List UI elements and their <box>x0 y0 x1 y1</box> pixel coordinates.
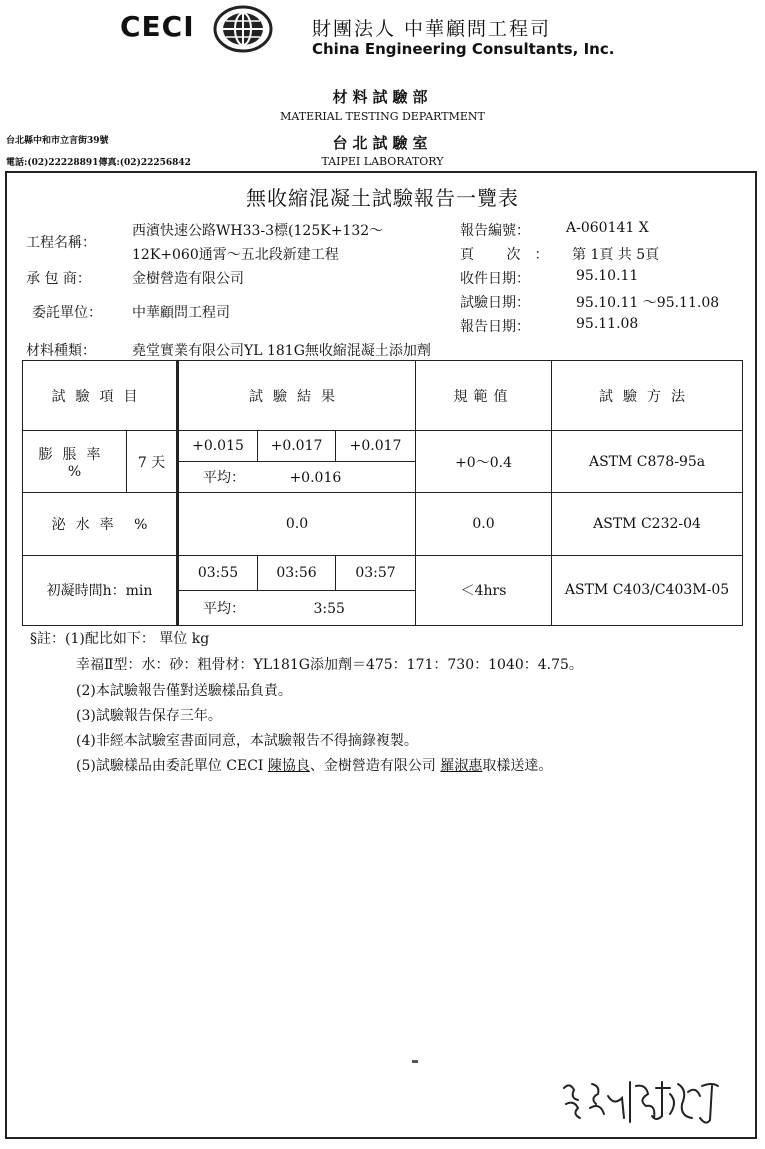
project-name-line2: 12K+060通霄～五北段新建工程 <box>132 247 339 263</box>
table-header-row <box>23 361 743 431</box>
phone-fax: 電話:(02)22228891傳真:(02)22256842 <box>6 158 191 168</box>
report-no-label: 報告編號： <box>460 223 530 239</box>
project-name-line1: 西濱快速公路WH33-3標(125K+132～ <box>132 223 384 239</box>
note-5-part-a: (5)試驗樣品由委託單位 CECI <box>76 758 268 774</box>
org-name-en: China Engineering Consultants, Inc. <box>312 40 615 58</box>
setting-average-label: 平均： <box>203 600 245 617</box>
project-label: 工程名稱： <box>26 235 96 251</box>
expansion-unit: % <box>67 463 82 480</box>
address: 台北縣中和市立言街39號 <box>6 136 109 146</box>
report-date: 95.11.08 <box>576 316 639 332</box>
received-date-label: 收件日期： <box>460 271 530 287</box>
note-5-sampler-1: 陳協良 <box>267 758 310 774</box>
contractor-name: 金樹營造有限公司 <box>132 271 244 287</box>
client-name: 中華顧問工程司 <box>132 305 230 321</box>
note-1-mix: 幸福Ⅱ型：水：砂：粗骨材：YL181G添加劑＝475：171：730：1040：4.75。 <box>76 657 583 673</box>
setting-spec: ＜4hrs <box>416 555 552 625</box>
header-test-result: 試驗結果 <box>178 361 416 431</box>
note-5-part-e: 取樣送達。 <box>482 758 553 774</box>
setting-result-3: 03:57 <box>336 555 416 590</box>
expansion-average-cell <box>178 462 416 493</box>
results-table <box>22 360 743 626</box>
department-en: MATERIAL TESTING DEPARTMENT <box>280 110 485 123</box>
bleeding-unit: % <box>134 517 148 534</box>
expansion-result-2: +0.017 <box>258 431 336 462</box>
setting-average-value: 3:55 <box>313 600 345 617</box>
expansion-item-cell <box>23 431 127 493</box>
header-test-item: 試驗項目 <box>23 361 178 431</box>
note-2: (2)本試驗報告僅對送驗樣品負責。 <box>76 683 292 699</box>
received-date: 95.10.11 <box>576 268 639 284</box>
expansion-result-1: +0.015 <box>178 431 258 462</box>
setting-result-1: 03:55 <box>178 555 258 590</box>
scan-speck <box>412 1060 418 1063</box>
setting-method: ASTM C403/C403M-05 <box>552 555 743 625</box>
test-date-label: 試驗日期： <box>460 295 530 311</box>
report-date-label: 報告日期： <box>460 319 530 335</box>
table-row <box>23 431 743 462</box>
material-label: 材料種類： <box>26 343 96 359</box>
notes-prefix: §註： <box>30 631 65 647</box>
bleeding-item-label: 泌水率 <box>51 517 124 534</box>
signature-stamp <box>560 1074 730 1128</box>
test-date: 95.10.11 ～95.11.08 <box>576 295 720 311</box>
note-5-part-c: 、金樹營造有限公司 <box>309 758 441 774</box>
client-label: 委託單位： <box>32 305 102 321</box>
notes-line-1 <box>30 628 209 648</box>
expansion-average-value: +0.016 <box>289 470 342 487</box>
org-name-cn: 財團法人 中華顧問工程司 <box>312 18 552 40</box>
expansion-result-3: +0.017 <box>336 431 416 462</box>
ceci-globe-logo <box>212 4 274 54</box>
contractor-label: 承 包 商： <box>26 271 91 287</box>
material-name: 堯堂實業有限公司YL 181G無收縮混凝土添加劑 <box>132 343 431 359</box>
expansion-spec: +0～0.4 <box>416 431 552 493</box>
note-3: (3)試驗報告保存三年。 <box>76 708 222 724</box>
report-no: A-060141 X <box>566 220 649 236</box>
bleeding-result: 0.0 <box>178 493 416 555</box>
laboratory-cn: 台北試驗室 <box>332 134 433 152</box>
bleeding-spec: 0.0 <box>416 493 552 555</box>
logo-text: CECI <box>120 10 195 43</box>
expansion-item-label: 膨脹率 <box>38 446 111 463</box>
bleeding-method: ASTM C232-04 <box>552 493 743 555</box>
expansion-method: ASTM C878-95a <box>552 431 743 493</box>
expansion-average-label: 平均： <box>203 470 245 487</box>
note-4: (4)非經本試驗室書面同意，本試驗報告不得摘錄複製。 <box>76 733 418 749</box>
table-row <box>23 555 743 590</box>
header-spec-value: 規範值 <box>416 361 552 431</box>
report-title: 無收縮混凝土試驗報告一覽表 <box>246 186 519 210</box>
expansion-age: 7 天 <box>127 431 178 493</box>
setting-time-item: 初凝時間h：min <box>23 555 178 625</box>
header-test-method: 試驗方法 <box>552 361 743 431</box>
page-number: 第 1頁 共 5頁 <box>572 247 660 263</box>
setting-average-cell <box>178 590 416 625</box>
table-row <box>23 493 743 555</box>
note-1: (1)配比如下： 單位 kg <box>65 631 210 647</box>
laboratory-en: TAIPEI LABORATORY <box>321 155 444 168</box>
note-5-sampler-2: 羅淑惠 <box>440 758 483 774</box>
department-cn: 材料試驗部 <box>332 88 433 106</box>
note-5 <box>76 755 552 775</box>
bleeding-item-cell <box>23 493 178 555</box>
page-label: 頁 次： <box>460 247 563 263</box>
setting-result-2: 03:56 <box>258 555 336 590</box>
